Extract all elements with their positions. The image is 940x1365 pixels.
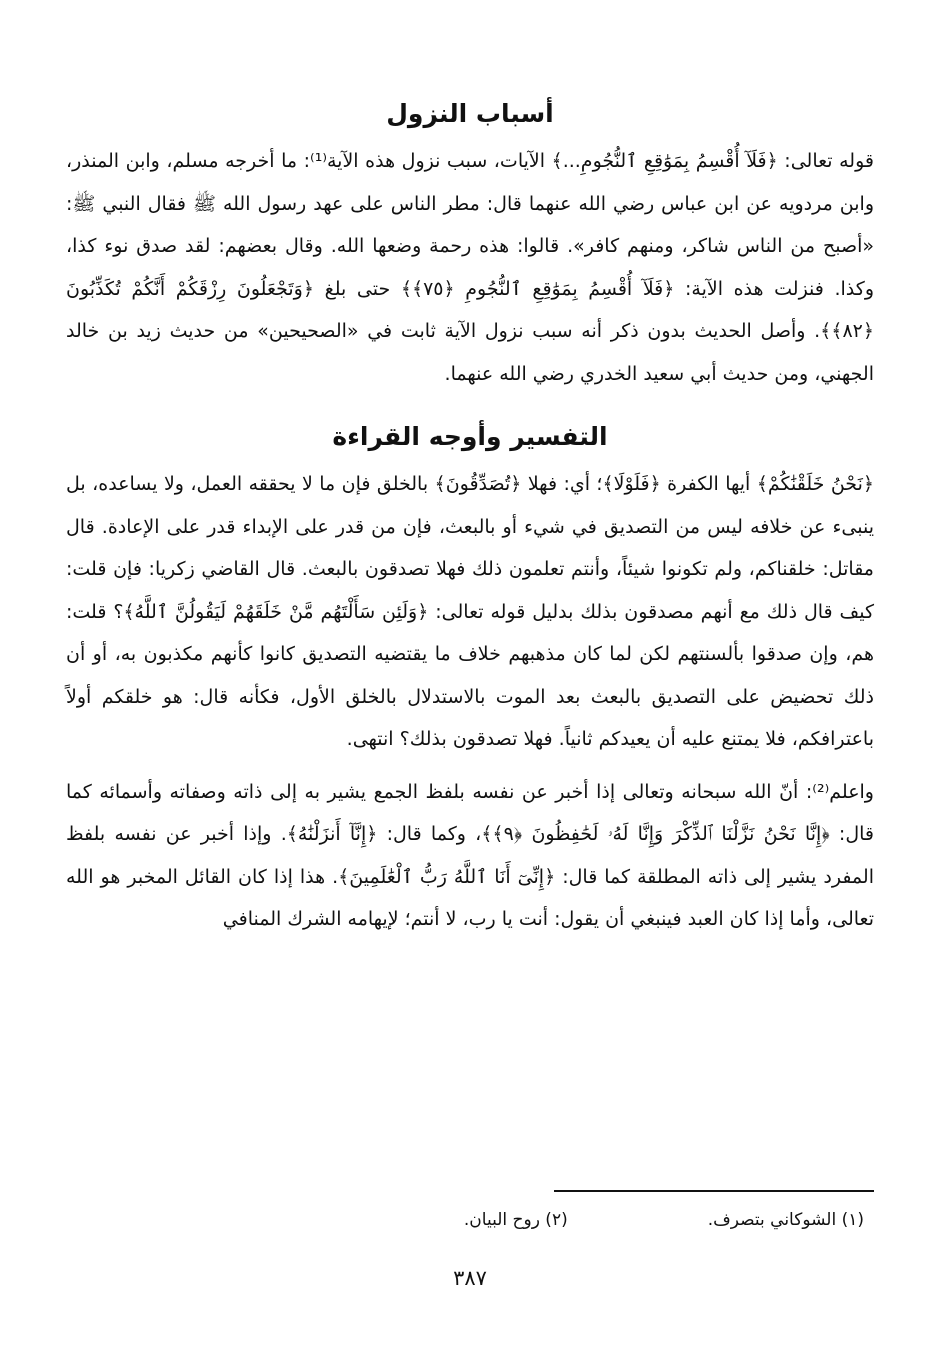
footnote-1: (١) الشوكاني بتصرف. (707, 1210, 864, 1230)
footnotes (66, 1190, 874, 1234)
page-number: ٣٨٧ (453, 1266, 487, 1290)
footnote-2: (٢) روح البيان. (463, 1210, 568, 1230)
footnote-row (66, 1206, 874, 1234)
section-heading-reasons-of-revelation: أسباب النزول (386, 99, 554, 128)
paragraph-tafsir-1: ﴿نَحْنُ خَلَقْنَٰكُمْ﴾ أيها الكفرة ﴿فَلَوْلَا﴾؛ أي: فهلا ﴿تُصَدِّقُونَ﴾ بالخلق فإن ما لا يحققه العمل، ولا يساعده، بل ينبىء عن خلافه ليس من التصديق في شيء أو بالبعث، فإن من قدر على الإبداء قدر على الإعادة. قال مقاتل: خلقناكم، ولم تكونوا شيئاً، وأنتم تعلمون ذلك فهلا تصدقون بالبعث. قال القاضي زكريا: فإن قلت: كيف قال ذلك مع أنهم مصدقون بذلك بدليل قوله تعالى: ﴿وَلَئِن سَأَلْتَهُم مَّنْ خَلَقَهُمْ لَيَقُولُنَّ ٱللَّهُ﴾؟ قلت: هم، وإن صدقوا بألسنتهم لكن لما كان مذهبهم خلاف ما يقتضيه التصديق كانوا كأنهم مكذبون به، أو أن ذلك تحضيض على التصديق بالبعث بعد الموت بالاستدلال بالخلق الأول، فكأنه قال: هو خلقكم أولاً باعترافكم، فلا يمتنع عليه أن يعيدكم ثانياً. فهلا تصدقون بذلك؟ انتهى. (66, 473, 874, 750)
footnote-divider (554, 1190, 874, 1192)
section-heading-tafsir: التفسير وأوجه القراءة (332, 422, 608, 451)
paragraph-reasons-of-revelation: قوله تعالى: ﴿فَلَآ أُقْسِمُ بِمَوَٰقِعِ ٱلنُّجُومِ...﴾ الآيات، سبب نزول هذه الآية⁽¹⁾: ما أخرجه مسلم، وابن المنذر، وابن مردويه عن ابن عباس رضي الله عنهما قال: مطر الناس على عهد رسول الله ﷺ فقال النبي ﷺ: «أصبح من الناس شاكر، ومنهم كافر». قالوا: هذه رحمة وضعها الله. وقال بعضهم: لقد صدق نوء كذا، وكذا. فنزلت هذه الآية: ﴿فَلَآ أُقْسِمُ بِمَوَٰقِعِ ٱلنُّجُومِ ﴿٧٥﴾﴾ حتى بلغ ﴿وَتَجْعَلُونَ رِزْقَكُمْ أَنَّكُمْ تُكَذِّبُونَ ﴿٨٢﴾﴾. وأصل الحديث بدون ذكر أنه سبب نزول الآية ثابت في «الصحيحين» من حديث زيد بن خالد الجهني، ومن حديث أبي سعيد الخدري رضي الله عنهما. (66, 150, 874, 385)
paragraph-tafsir-2: واعلم⁽²⁾: أنّ الله سبحانه وتعالى إذا أخبر عن نفسه بلفظ الجمع يشير به إلى ذاته وصفاته وأسمائه كما قال: ﴿إِنَّا نَحْنُ نَزَّلْنَا ٱلذِّكْرَ وَإِنَّا لَهُۥ لَحَٰفِظُونَ ﴿٩﴾﴾، وكما قال: ﴿إِنَّآ أَنزَلْنَٰهُ﴾. وإذا أخبر عن نفسه بلفظ المفرد يشير إلى ذاته المطلقة كما قال: ﴿إِنِّىٓ أَنَا ٱللَّهُ رَبُّ ٱلْعَٰلَمِينَ﴾. هذا إذا كان القائل المخبر هو الله تعالى، وأما إذا كان العبد فينبغي أن يقول: أنت يا رب، لا أنتم؛ لإيهامه الشرك المنافي (66, 780, 874, 930)
